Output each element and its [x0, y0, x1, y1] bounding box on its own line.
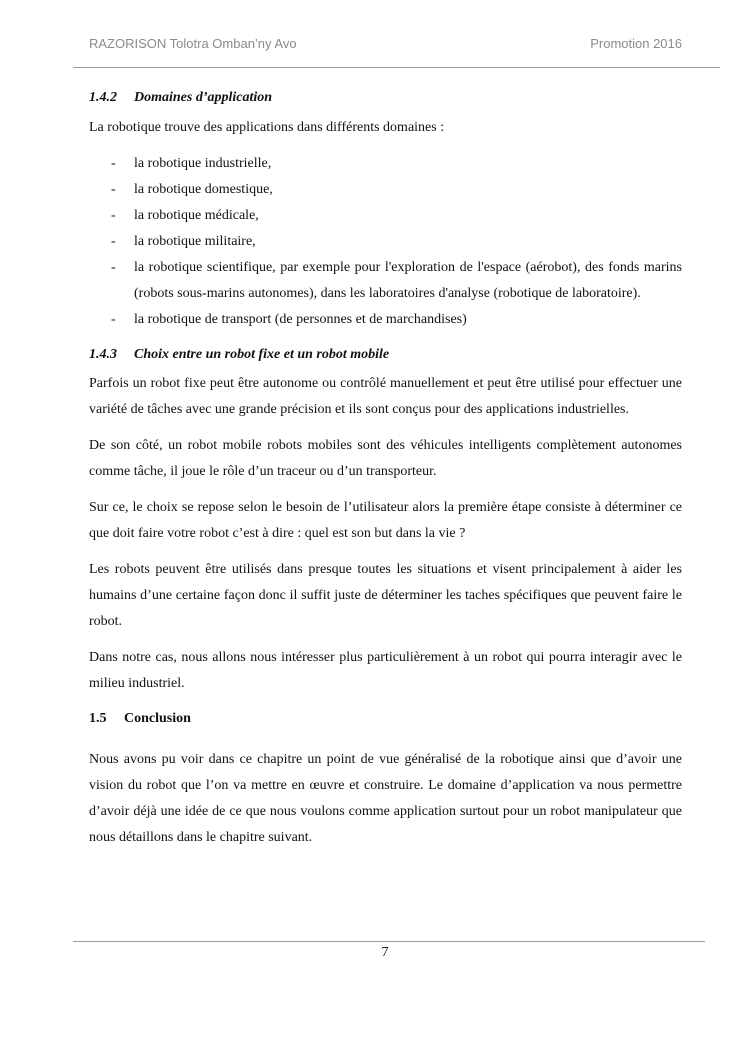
paragraph: De son côté, un robot mobile robots mobiles sont des véhicules intelligents complètement autonomes comme tâche, il joue le rôle d’un traceur ou d’un transporteur. — [89, 438, 682, 479]
list-item-text: la robotique militaire, — [134, 234, 256, 249]
list-item-text: la robotique domestique, — [134, 182, 273, 197]
footer-divider — [73, 941, 705, 942]
page-header — [89, 36, 682, 56]
list-item — [89, 255, 682, 307]
section-title: Domaines d’application — [134, 90, 273, 105]
section-title: Choix entre un robot fixe et un robot mobile — [134, 347, 390, 362]
section-1-5-heading — [89, 711, 682, 727]
header-author: RAZORISON Tolotra Omban’ny Avo — [89, 36, 297, 51]
section-1-4-2-intro: La robotique trouve des applications dans différents domaines : — [89, 120, 445, 135]
section-1-4-2-heading — [89, 90, 682, 106]
bullet-dash: - — [111, 208, 116, 223]
page-number: 7 — [381, 945, 389, 960]
section-number: 1.5 — [89, 711, 107, 726]
paragraph: Dans notre cas, nous allons nous intéresser plus particulièrement à un robot qui pourra interagir avec le milieu industriel. — [89, 650, 682, 691]
paragraph: Parfois un robot fixe peut être autonome ou contrôlé manuellement et peut être utilisé pour effectuer une variété de tâches avec une grande précision et ils sont conçus pour des applications industrielles. — [89, 376, 682, 417]
paragraph: Sur ce, le choix se repose selon le besoin de l’utilisateur alors la première étape consiste à déterminer ce que doit faire votre robot c’est à dire : quel est son but dans la vie ? — [89, 500, 682, 541]
section-number: 1.4.3 — [89, 347, 117, 362]
list-item — [89, 203, 682, 229]
paragraph: Les robots peuvent être utilisés dans presque toutes les situations et visent principalement à aider les humains d’une certaine façon donc il suffit juste de déterminer les taches spécifiques que peuvent faire le robot. — [89, 562, 682, 629]
list-item-text: la robotique de transport (de personnes et de marchandises) — [134, 312, 467, 327]
bullet-dash: - — [111, 234, 116, 249]
conclusion-paragraph: Nous avons pu voir dans ce chapitre un point de vue généralisé de la robotique ainsi que d’avoir une vision du robot que l’on va mettre en œuvre et construire. Le domaine d’application va nous permettre d’avoir déjà une idée de ce que nous voulons comme application surtout pour un robot manipulateur que nous détaillons dans le chapitre suivant. — [89, 752, 682, 845]
header-divider — [73, 67, 720, 68]
list-item — [89, 151, 682, 177]
bullet-dash: - — [111, 260, 116, 275]
section-title: Conclusion — [124, 711, 191, 726]
page-body — [89, 88, 682, 851]
list-item — [89, 177, 682, 203]
list-item-text: la robotique scientifique, par exemple pour l'exploration de l'espace (aérobot), des fonds marins (robots sous-marins autonomes), dans les laboratoires d'analyse (robotique de laboratoire). — [134, 260, 682, 301]
section-1-4-3-heading — [89, 347, 682, 363]
application-domains-list — [89, 151, 682, 333]
section-number: 1.4.2 — [89, 90, 117, 105]
header-promotion: Promotion 2016 — [590, 36, 682, 51]
bullet-dash: - — [111, 182, 116, 197]
bullet-dash: - — [111, 156, 116, 171]
list-item-text: la robotique médicale, — [134, 208, 259, 223]
bullet-dash: - — [111, 312, 116, 327]
list-item — [89, 229, 682, 255]
list-item — [89, 307, 682, 333]
list-item-text: la robotique industrielle, — [134, 156, 272, 171]
